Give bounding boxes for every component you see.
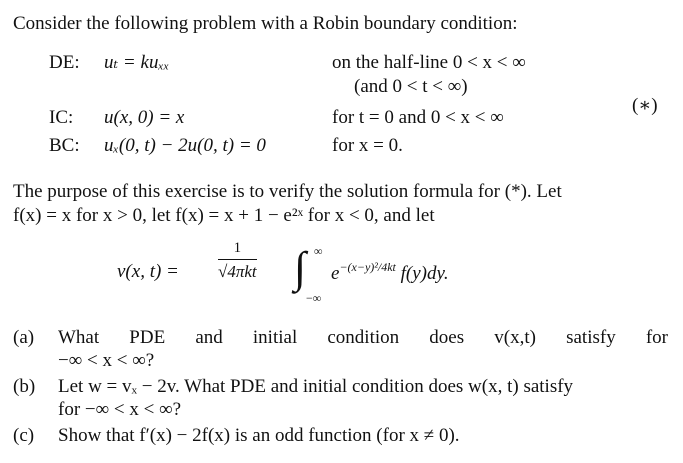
bc-equation: uₓ(0, t) − 2u(0, t) = 0 [104, 135, 266, 156]
fraction-numerator: 1 [218, 241, 257, 260]
question-c-line-1: Show that f′(x) − 2f(x) is an odd function (for x ≠ 0). [58, 425, 460, 446]
question-a-line-1: What PDE and initial condition does v(x,t) satisfy for [58, 327, 668, 348]
integrand-rest: f(y)dy. [400, 263, 449, 284]
de-time-condition: (and 0 < t < ∞) [354, 76, 468, 97]
de-equation: uₜ = kuₓₓ [104, 52, 170, 73]
equation-tag: (∗) [632, 95, 658, 116]
integrand-base: e [331, 263, 340, 284]
purpose-line-1: The purpose of this exercise is to verify the solution formula for (*). Let [13, 181, 562, 202]
fraction-denominator: √4πkt [218, 262, 257, 281]
question-a-label: (a) [13, 327, 35, 348]
question-a-line-2: −∞ < x < ∞? [58, 350, 155, 371]
formula-fraction [218, 241, 257, 280]
ic-equation: u(x, 0) = x [104, 107, 185, 128]
formula-lhs: v(x, t) = [117, 261, 179, 282]
purpose-line-2: f(x) = x for x > 0, let f(x) = x + 1 − e²ˣ for x < 0, and let [13, 205, 435, 226]
question-b-label: (b) [13, 376, 36, 397]
integral-lower-limit: −∞ [306, 291, 322, 305]
de-label: DE: [49, 52, 80, 73]
integral-sign: ∫ [294, 243, 307, 292]
intro-text: Consider the following problem with a Robin boundary condition: [13, 13, 518, 34]
question-c-label: (c) [13, 425, 35, 446]
integrand-exponent: −(x−y)²/4kt [339, 260, 396, 274]
de-condition: on the half-line 0 < x < ∞ [332, 52, 526, 73]
ic-label: IC: [49, 107, 74, 128]
integral-upper-limit: ∞ [314, 244, 323, 258]
question-b-line-1: Let w = vₓ − 2v. What PDE and initial condition does w(x, t) satisfy [58, 376, 574, 397]
ic-condition: for t = 0 and 0 < x < ∞ [332, 107, 504, 128]
bc-condition: for x = 0. [332, 135, 403, 156]
question-b-line-2: for −∞ < x < ∞? [58, 399, 182, 420]
bc-label: BC: [49, 135, 80, 156]
integrand [331, 260, 449, 284]
